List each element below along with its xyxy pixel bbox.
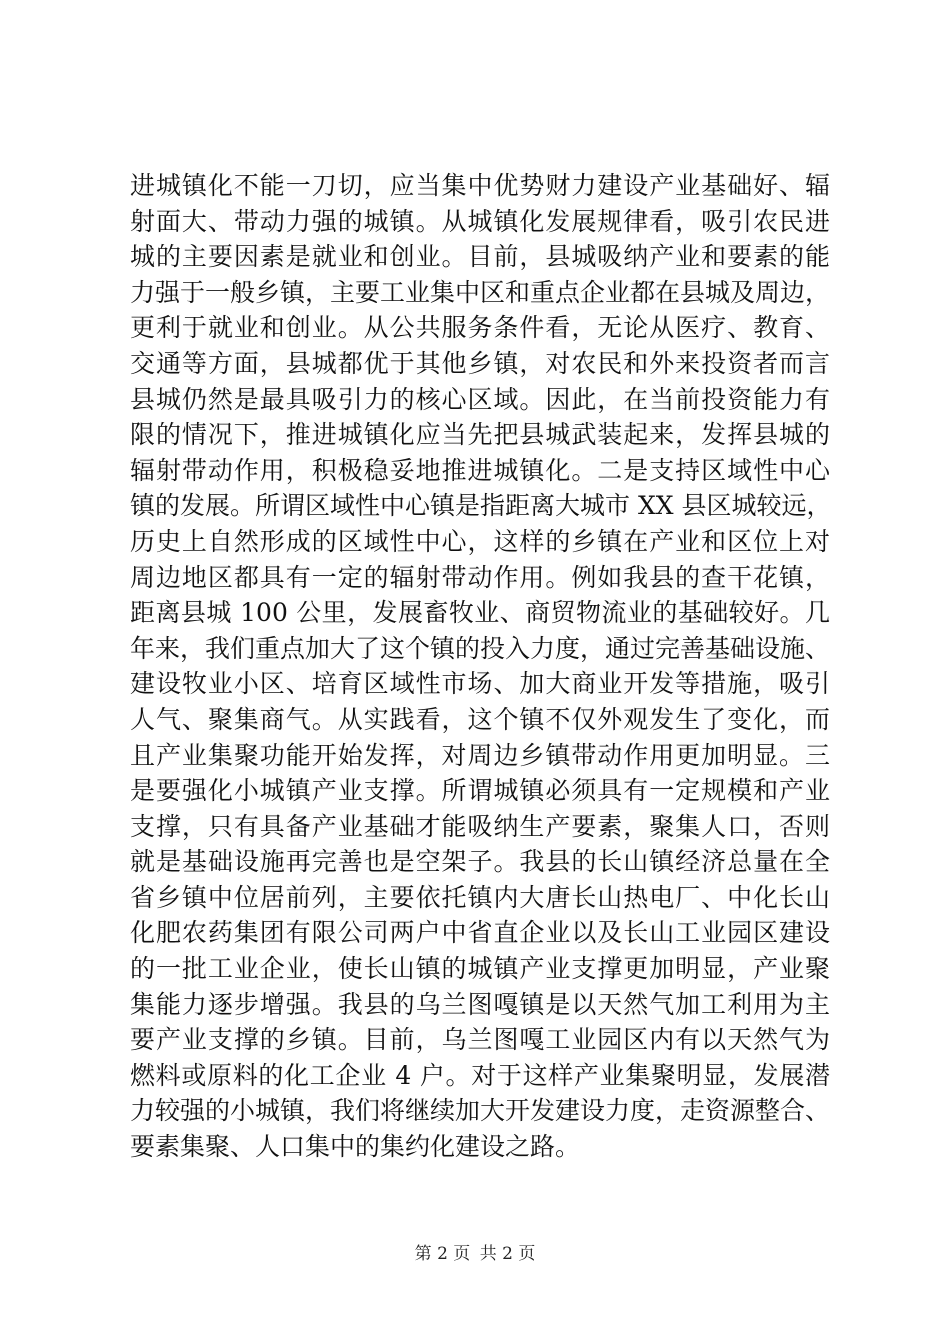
text-line: 是要强化小城镇产业支撑。所谓城镇必须具有一定规模和产业 bbox=[130, 776, 830, 806]
text-line: 历史上自然形成的区域性中心，这样的乡镇在产业和区位上对 bbox=[130, 526, 830, 556]
text-line: 更利于就业和创业。从公共服务条件看，无论从医疗、教育、 bbox=[130, 313, 830, 343]
text-line: 燃料或原料的化工企业 4 户。对于这样产业集聚明显，发展潜 bbox=[130, 1060, 830, 1090]
text-line: 镇的发展。所谓区域性中心镇是指距离大城市 XX 县区城较远， bbox=[130, 491, 832, 521]
body-text bbox=[130, 168, 830, 1165]
text-line: 集能力逐步增强。我县的乌兰图嘎镇是以天然气加工利用为主 bbox=[130, 989, 830, 1019]
text-line: 且产业集聚功能开始发挥，对周边乡镇带动作用更加明显。三 bbox=[130, 740, 830, 770]
text-line: 化肥农药集团有限公司两户中省直企业以及长山工业园区建设 bbox=[130, 918, 830, 948]
page-total: 共 2 页 bbox=[479, 1244, 536, 1264]
text-line: 人气、聚集商气。从实践看，这个镇不仅外观发生了变化，而 bbox=[130, 704, 830, 734]
text-line: 城的主要因素是就业和创业。目前，县城吸纳产业和要素的能 bbox=[130, 242, 830, 272]
text-line: 建设牧业小区、培育区域性市场、加大商业开发等措施，吸引 bbox=[130, 669, 830, 699]
text-line: 要素集聚、人口集中的集约化建设之路。 bbox=[130, 1132, 581, 1162]
text-line: 要产业支撑的乡镇。目前，乌兰图嘎工业园区内有以天然气为 bbox=[130, 1025, 830, 1055]
text-line: 的一批工业企业，使长山镇的城镇产业支撑更加明显，产业聚 bbox=[130, 954, 830, 984]
text-line: 周边地区都具有一定的辐射带动作用。例如我县的查干花镇， bbox=[130, 562, 830, 592]
text-line: 就是基础设施再完善也是空架子。我县的长山镇经济总量在全 bbox=[130, 847, 830, 877]
page-footer bbox=[0, 1243, 950, 1265]
page-number: 第 2 页 bbox=[414, 1244, 471, 1264]
text-line: 射面大、带动力强的城镇。从城镇化发展规律看，吸引农民进 bbox=[130, 206, 830, 236]
text-line: 辐射带动作用，积极稳妥地推进城镇化。二是支持区域性中心 bbox=[130, 455, 830, 485]
text-line: 进城镇化不能一刀切，应当集中优势财力建设产业基础好、辐 bbox=[130, 171, 830, 200]
text-line: 交通等方面，县城都优于其他乡镇，对农民和外来投资者而言 bbox=[130, 348, 830, 378]
text-line: 省乡镇中位居前列，主要依托镇内大唐长山热电厂、中化长山 bbox=[130, 882, 830, 912]
text-line: 限的情况下，推进城镇化应当先把县城武装起来，发挥县城的 bbox=[130, 420, 830, 450]
text-line: 县城仍然是最具吸引力的核心区域。因此，在当前投资能力有 bbox=[130, 384, 830, 414]
text-line: 距离县城 100 公里，发展畜牧业、商贸物流业的基础较好。几 bbox=[130, 598, 830, 628]
text-line: 支撑，只有具备产业基础才能吸纳生产要素，聚集人口，否则 bbox=[130, 811, 830, 841]
text-line: 力较强的小城镇，我们将继续加大开发建设力度，走资源整合、 bbox=[130, 1096, 831, 1126]
text-line: 力强于一般乡镇，主要工业集中区和重点企业都在县城及周边， bbox=[130, 277, 831, 307]
text-line: 年来，我们重点加大了这个镇的投入力度，通过完善基础设施、 bbox=[130, 633, 831, 663]
